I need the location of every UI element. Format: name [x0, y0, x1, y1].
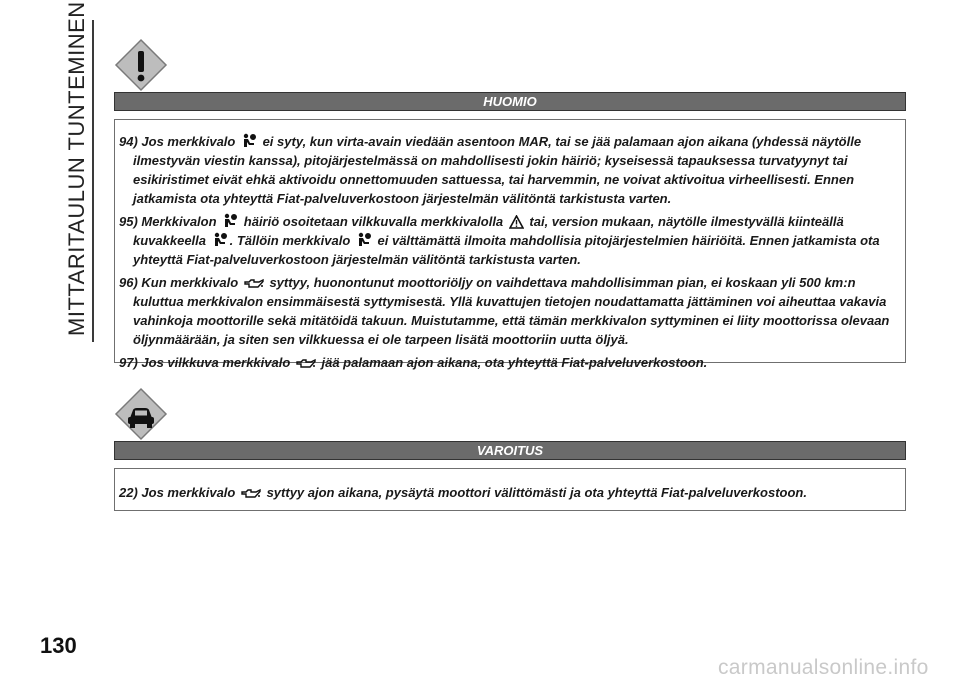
warning-sign-icon: [114, 38, 168, 92]
warning-triangle-icon: [509, 215, 524, 229]
car-warning-sign-icon: [114, 387, 168, 441]
airbag-icon: [212, 232, 228, 248]
airbag-icon: [241, 133, 257, 149]
note-22: 22) Jos merkkivalo syttyy ajon aikana, pysäytä moottori välittömästi ja ota yhteyttä Fiat-palveluverkostoon.: [119, 485, 807, 500]
oil-can-icon: [296, 358, 316, 370]
note-94: 94) Jos merkkivalo ei syty, kun virta-avain viedään asentoon MAR, tai se jää palamaan ajon aikana (yhdessä näytölle ilmestyvän viestin kanssa), pitojärjestelmässä on mahdollisesti jokin häiriö; kyseisessä tapauksessa turvatyynyt tai esikiristimet eivät ehkä aktivoidu onnettomuuden sattuessa, tai harvemmin, ne voivat aktivoitua virheellisesti. Ennen jatkamista ota yhteyttä Fiat-palveluverkostoon järjestelmän välitöntä tarkistusta varten.: [119, 134, 862, 206]
varoitus-box: [114, 468, 906, 511]
huomio-box: [114, 119, 906, 370]
airbag-icon: [356, 232, 372, 248]
page-number: 130: [40, 633, 77, 658]
huomio-banner: HUOMIO: [114, 92, 906, 111]
side-title-text: MITTARITAULUN TUNTEMINEN: [64, 1, 89, 336]
side-title: [62, 1, 94, 342]
note-97: 97) Jos vilkkuva merkkivalo jää palamaan ajon aikana, ota yhteyttä Fiat-palveluverkostoon.: [119, 355, 708, 370]
note-95: 95) Merkkivalon häiriö osoitetaan vilkkuvalla merkkivalolla tai, version mukaan, näytölle ilmestyvällä kiinteällä kuvakkeella . Tällöin merkkivalo ei välttämättä ilmoita mahdollisia pitojärjestelmien häiriöitä. Ennen jatkamista ota yhteyttä Fiat-palveluverkostoon järjestelmän välitöntä tarkistusta varten.: [119, 214, 880, 267]
oil-can-icon: [244, 278, 264, 290]
note-96: 96) Kun merkkivalo syttyy, huonontunut moottoriöljy on vaihdettava mahdollisimman pian, ei koskaan yli 500 km:n kuluttua merkkivalon ensimmäisestä syttymisestä. Yllä kuvattujen tietojen noudattamatta jättäminen voi aiheuttaa vakavia vahinkoja moottorille sekä mitätöidä takuun. Muistutamme, että tämän merkkivalon syttyminen ei liity moottorissa olevaan öljynmäärään, ja siten sen vilkkuessa ei ole tarpeen lisätä moottoriin uutta öljyä.: [119, 275, 890, 347]
watermark: carmanualsonline.info: [718, 656, 929, 679]
varoitus-banner: VAROITUS: [114, 441, 906, 460]
oil-can-icon: [241, 488, 261, 500]
airbag-icon: [222, 213, 238, 229]
